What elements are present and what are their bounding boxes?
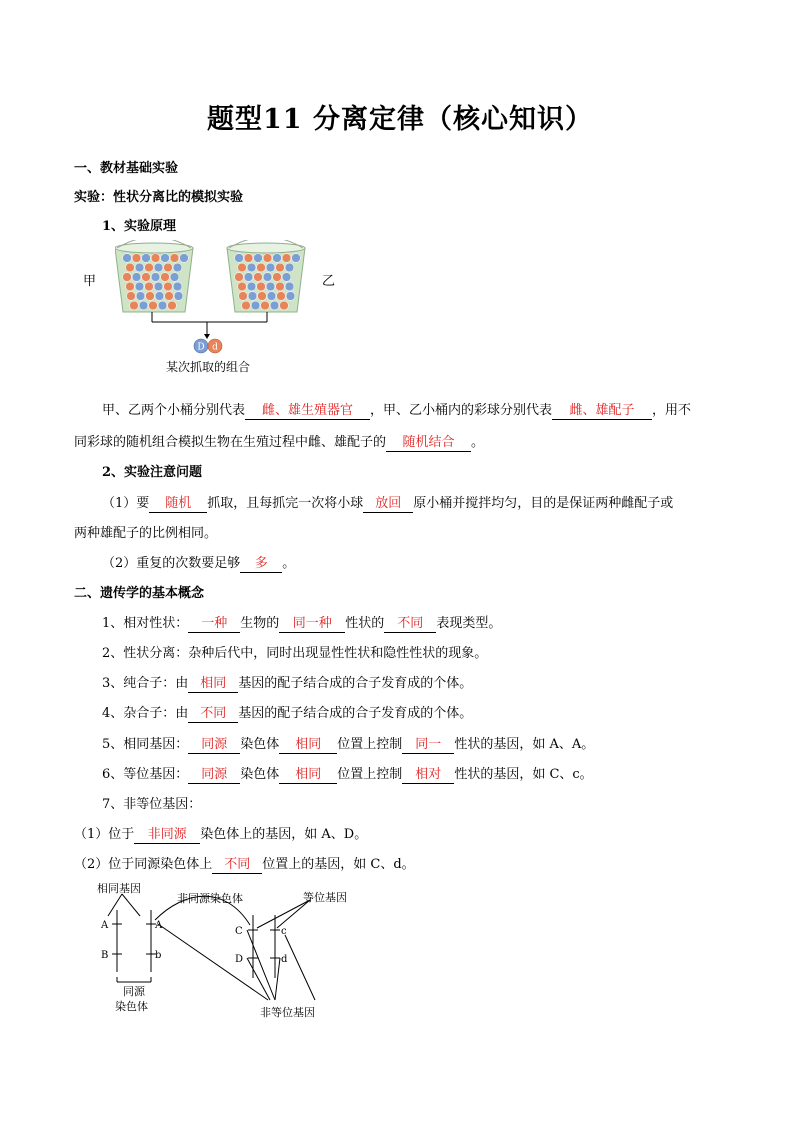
colored-ball [145,263,154,272]
colored-ball [247,282,256,291]
answer-blank: 随机结合 [386,435,471,452]
colored-ball [161,254,170,263]
gene-c: c [281,926,287,937]
colored-ball [158,301,167,310]
answer-blank: 雌、雄生殖器官 [245,403,370,420]
colored-ball [161,273,170,282]
label-homologous-1: 同源 [123,985,145,998]
colored-ball [242,301,251,310]
colored-ball [263,273,272,282]
colored-ball [135,282,144,291]
colored-ball [267,292,276,301]
label-same-gene: 相同基因 [97,882,141,895]
colored-ball [257,282,266,291]
colored-ball [151,254,160,263]
colored-ball [132,273,141,282]
colored-ball [254,254,263,263]
colored-ball [257,263,266,272]
bucket-left-label: 甲 [83,274,97,289]
colored-ball [123,273,132,282]
gene-d: d [281,954,288,965]
colored-ball [123,254,132,263]
colored-ball [244,254,253,263]
section-1-heading: 一、教材基础实验 [74,161,179,176]
colored-ball [292,254,301,263]
colored-ball [164,282,173,291]
concept-5: 5、相同基因： 同源 染色体 相同 位置上控制 同一 性状的基因，如 A、A。 [102,737,595,752]
gene-b: b [155,950,162,961]
colored-ball [126,282,135,291]
gene-D: D [235,954,244,965]
colored-ball [238,282,247,291]
colored-ball [126,263,135,272]
answer-blank: 一种 [188,616,240,633]
colored-ball [251,301,260,310]
section-2-heading: 二、遗传学的基本概念 [74,586,205,601]
answer-blank: 随机 [149,496,207,513]
para-principle-line1: 甲、乙两个小桶分别代表 雌、雄生殖器官 ，甲、乙小桶内的彩球分别代表 雌、雄配子 ，用不 [102,403,692,418]
label-homologous-2: 染色体 [115,1000,148,1013]
subheading-principle: 1、实验原理 [102,219,177,234]
colored-ball [235,273,244,282]
colored-ball [127,292,136,301]
colored-ball [154,282,163,291]
bucket-rim [227,243,305,253]
colored-ball [273,254,282,263]
gene-B: B [101,950,109,961]
experiment-title: 实验：性状分离比的模拟实验 [74,190,244,205]
answer-blank: 放回 [363,496,413,513]
colored-ball [135,263,144,272]
answer-blank: 同源 [188,737,240,754]
colored-ball [276,282,285,291]
colored-ball [132,254,141,263]
note-1-line2: 两种雄配子的比例相同。 [74,526,218,541]
answer-blank: 不同 [384,616,436,633]
colored-ball [164,263,173,272]
answer-blank: 相同 [188,676,238,693]
answer-blank: 相同 [279,737,337,754]
colored-ball [174,292,183,301]
concept-7-2: （2）位于同源染色体上 不同 位置上的基因，如 C、d。 [74,857,415,872]
answer-blank: 不同 [212,857,262,874]
combo-caption: 某次抓取的组合 [166,360,251,374]
colored-ball [254,273,263,282]
colored-ball [136,292,145,301]
concept-2: 2、性状分离：杂种后代中，同时出现显性性状和隐性性状的现象。 [102,646,488,661]
colored-ball [244,273,253,282]
gene-diagram [95,880,375,1025]
colored-ball [273,273,282,282]
colored-ball [285,263,294,272]
note-1-line1: （1）要 随机 抓取，且每抓完一次将小球 放回 原小桶并搅拌均匀，目的是保证两种雌配子或 [102,496,674,511]
concept-6: 6、等位基因： 同源 染色体 相同 位置上控制 相对 性状的基因，如 C、c。 [102,767,593,782]
combo-balls [193,338,223,354]
label-allele: 等位基因 [303,891,347,904]
colored-ball [258,292,267,301]
answer-blank: 同源 [188,767,240,784]
colored-ball [146,292,155,301]
colored-ball [151,273,160,282]
answer-blank: 多 [240,556,282,573]
answer-blank: 同一种 [279,616,345,633]
colored-ball [235,254,244,263]
colored-ball [276,263,285,272]
gene-A2: A [155,920,163,931]
answer-blank: 相同 [279,767,337,784]
colored-ball [149,301,158,310]
answer-blank: 相对 [402,767,454,784]
label-nonallele: 非等位基因 [260,1006,315,1019]
colored-ball [130,301,139,310]
bucket-right-label: 乙 [322,274,336,289]
colored-ball [154,263,163,272]
answer-blank: 雌、雄配子 [552,403,652,420]
colored-ball [145,282,154,291]
colored-ball [282,273,291,282]
gene-A1: A [101,920,109,931]
colored-ball [170,273,179,282]
colored-ball [238,263,247,272]
subheading-notes: 2、实验注意问题 [102,465,203,480]
ball-d-label: d [212,342,218,353]
colored-ball [280,301,289,310]
colored-ball [142,273,151,282]
concept-4: 4、杂合子：由 不同 基因的配子结合成的合子发育成的个体。 [102,706,473,721]
colored-ball [266,263,275,272]
colored-ball [282,254,291,263]
colored-ball [173,282,182,291]
colored-ball [180,254,189,263]
colored-ball [142,254,151,263]
colored-ball [286,292,295,301]
colored-ball [248,292,257,301]
colored-ball [170,254,179,263]
colored-ball [285,282,294,291]
gene-C: C [235,926,243,937]
answer-blank: 非同源 [134,827,200,844]
concept-7-1: （1）位于 非同源 染色体上的基因，如 A、D。 [74,827,368,842]
colored-ball [173,263,182,272]
answer-blank: 不同 [188,706,238,723]
para-principle-line2: 同彩球的随机组合模拟生物在生殖过程中雌、雄配子的 随机结合 。 [74,435,485,450]
bucket-rim [115,243,193,253]
colored-ball [165,292,174,301]
colored-ball [263,254,272,263]
concept-3: 3、纯合子：由 相同 基因的配子结合成的合子发育成的个体。 [102,676,473,691]
colored-ball [270,301,279,310]
colored-ball [277,292,286,301]
label-nonhomologous: 非同源染色体 [177,892,243,905]
note-2: （2）重复的次数要足够 多 。 [102,556,296,571]
answer-blank: 同一 [402,737,454,754]
colored-ball [239,292,248,301]
colored-ball [139,301,148,310]
colored-ball [261,301,270,310]
colored-ball [266,282,275,291]
page-title: 题型11 分离定律（核心知识） [207,104,593,135]
concept-1: 1、相对性状： 一种 生物的 同一种 性状的 不同 表现类型。 [102,616,502,631]
ball-D-label: D [197,342,205,353]
colored-ball [155,292,164,301]
colored-ball [168,301,177,310]
concept-7: 7、非等位基因： [102,797,202,812]
colored-ball [247,263,256,272]
